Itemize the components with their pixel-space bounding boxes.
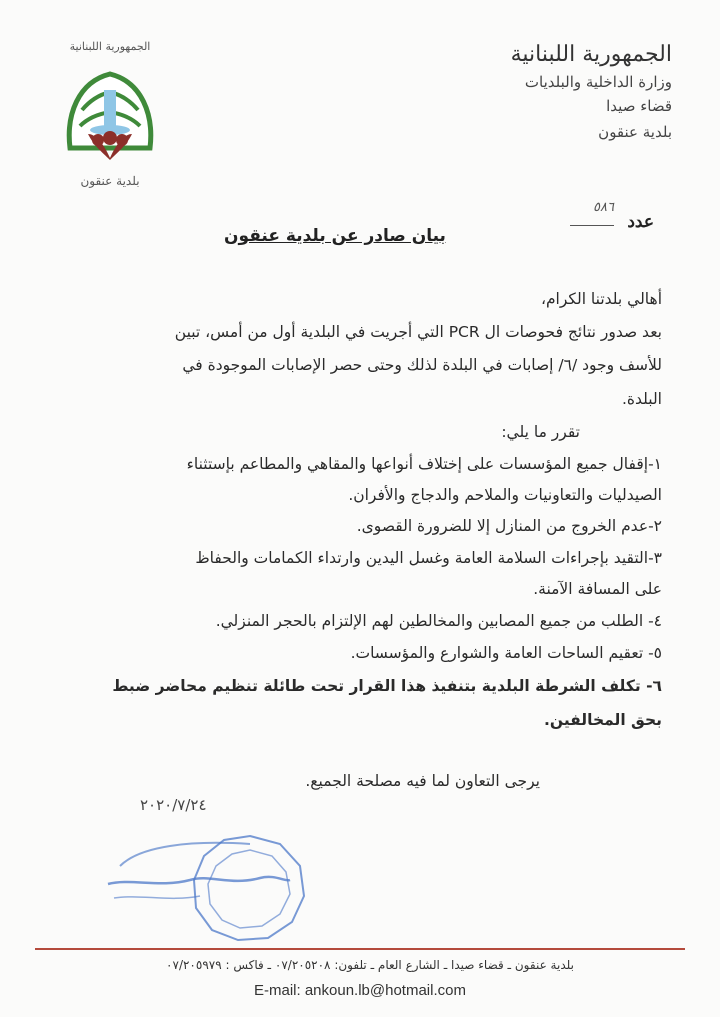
statement-title: بيان صادر عن بلدية عنقون: [224, 226, 446, 246]
reference-underline: [570, 225, 614, 226]
republic-name: الجمهورية اللبنانية: [510, 42, 672, 67]
emblem-icon: [58, 60, 162, 170]
letterhead: [452, 42, 672, 141]
item-3-line-1: ٣-التقيد بإجراءات السلامة العامة وغسل اليدين وارتداء الكمامات والحفاظ: [195, 549, 662, 567]
intro-line-1: بعد صدور نتائج فحوصات ال PCR التي أجريت في البلدية أول من أمس، تبين: [174, 323, 662, 341]
greeting: أهالي بلدتنا الكرام،: [540, 290, 662, 308]
logo-caption-bottom: بلدية عنقون: [80, 174, 140, 188]
item-4: ٤- الطلب من جميع المصابين والمخالطين لهم الإلتزام بالحجر المنزلي.: [215, 612, 662, 630]
footer-divider: [35, 948, 685, 950]
footer-email: E-mail: ankoun.lb@hotmail.com: [254, 982, 466, 999]
municipality-name: بلدية عنقون: [598, 123, 672, 141]
closing-line: يرجى التعاون لما فيه مصلحة الجميع.: [305, 772, 540, 790]
decision-intro: تقرر ما يلي:: [501, 423, 580, 441]
district-name: قضاء صيدا: [606, 97, 672, 115]
intro-line-3: البلدة.: [621, 390, 662, 408]
footer-address: بلدية عنقون ـ قضاء صيدا ـ الشارع العام ـ تلفون: ٠٧/٢٠٥٢٠٨ ـ فاكس : ٠٧/٢٠٥٩٧٩: [166, 958, 574, 972]
official-stamp-icon: [100, 826, 320, 946]
logo-caption-top: الجمهورية اللبنانية: [69, 40, 151, 53]
ministry-name: وزارة الداخلية والبلديات: [524, 73, 672, 91]
intro-line-2: للأسف وجود /٦/ إصابات في البلدة لذلك وحتى حصر الإصابات الموجودة في: [182, 356, 662, 374]
item-1-line-2: الصيدليات والتعاونيات والملاحم والدجاج والأفران.: [348, 486, 662, 504]
item-6-line-1: ٦- تكلف الشرطة البلدية بتنفيذ هذا القرار تحت طائلة تنظيم محاضر ضبط: [112, 677, 662, 695]
reference-number: [593, 200, 654, 232]
reference-label: عدد: [627, 212, 654, 232]
document-date: ٢٠٢٠/٧/٢٤: [140, 796, 207, 814]
municipality-logo: [40, 40, 180, 200]
item-1-line-1: ١-إقفال جميع المؤسسات على إختلاف أنواعها والمقاهي والمطاعم بإستثناء: [186, 455, 662, 473]
item-5: ٥- تعقيم الساحات العامة والشوارع والمؤسسات.: [350, 644, 662, 662]
item-2: ٢-عدم الخروج من المنازل إلا للضرورة القصوى.: [356, 517, 662, 535]
item-3-line-2: على المسافة الآمنة.: [533, 580, 662, 598]
item-6-line-2: بحق المخالفين.: [543, 711, 662, 729]
reference-value: ٥٨٦: [593, 200, 614, 215]
